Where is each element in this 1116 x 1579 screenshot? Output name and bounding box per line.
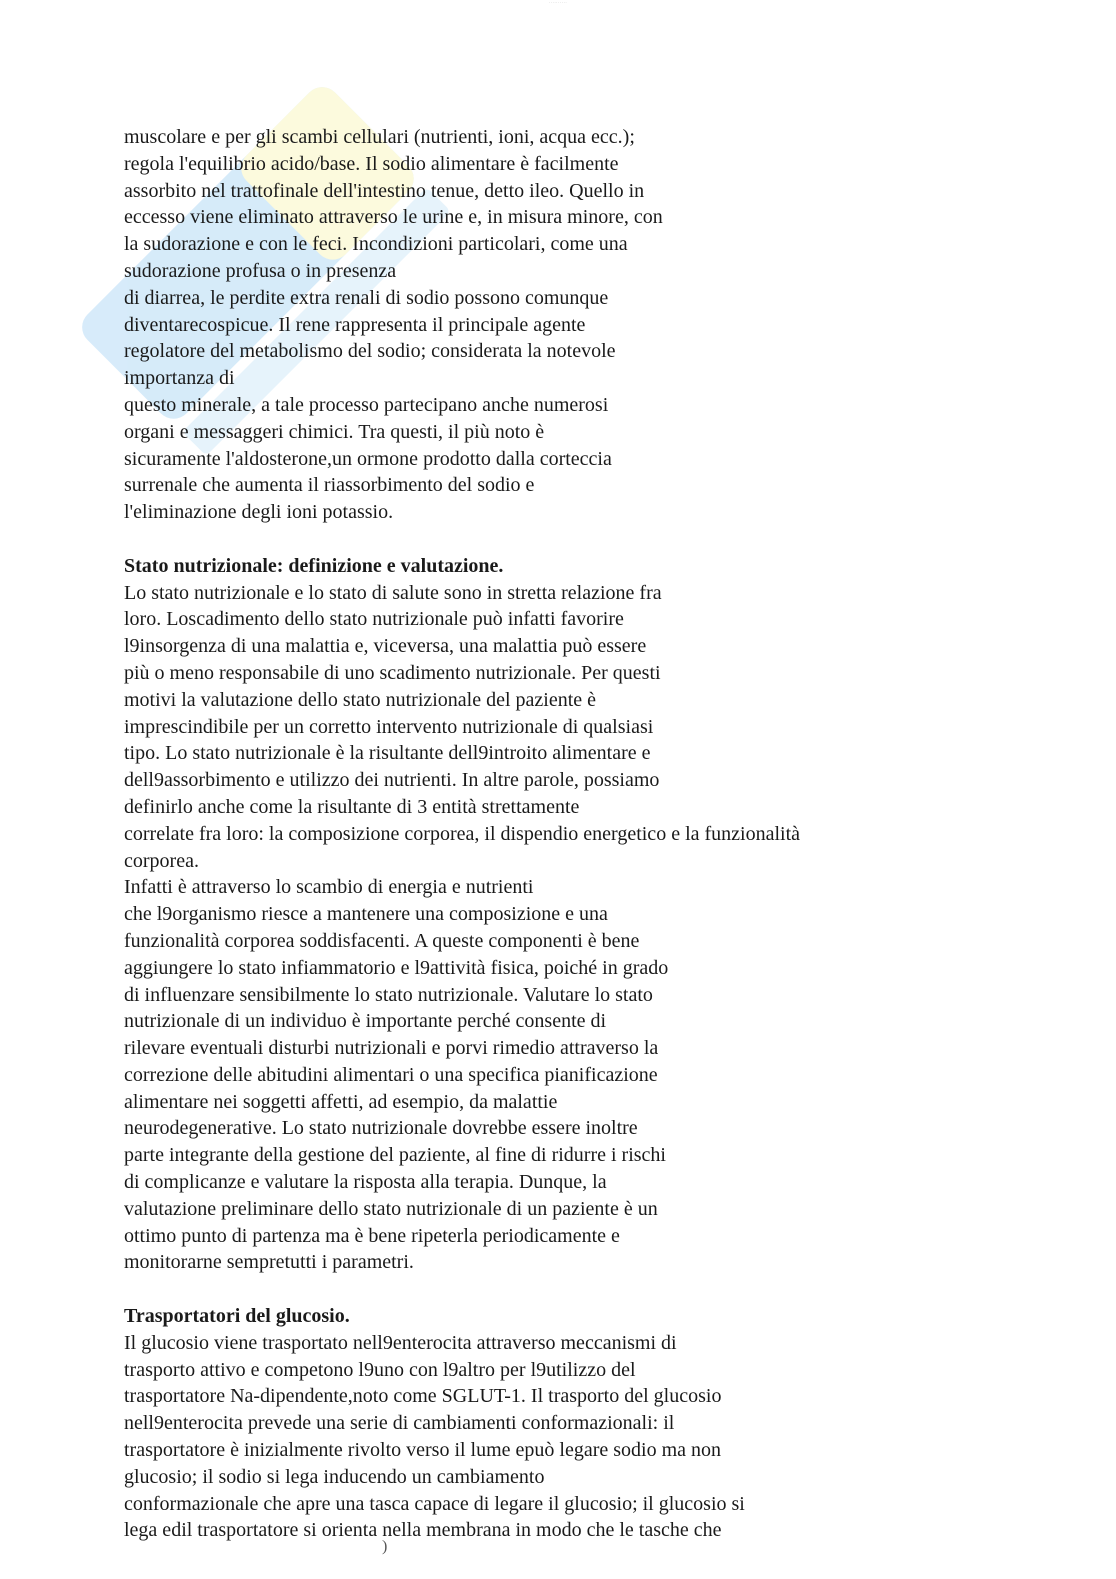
header-mark: ·········· — [548, 0, 568, 5]
text-line: la sudorazione e con le feci. Incondizioni particolari, come una — [124, 233, 628, 256]
footer-mark: ) — [382, 1538, 388, 1555]
text-line: trasporto attivo e competono l9uno con l9altro per l9utilizzo del — [124, 1358, 636, 1381]
text-line: corporea. — [124, 849, 199, 872]
text-line: più o meno responsabile di uno scadimento nutrizionale. Per questi — [124, 661, 661, 684]
text-line: di influenzare sensibilmente lo stato nutrizionale. Valutare lo stato — [124, 983, 653, 1006]
text-line: correlate fra loro: la composizione corporea, il dispendio energetico e la funzionalità — [124, 822, 801, 845]
section-heading: Trasportatori del glucosio. — [124, 1305, 350, 1328]
text-line: diventarecospicue. Il rene rappresenta il principale agente — [124, 313, 586, 336]
text-line: eccesso viene eliminato attraverso le urine e, in misura minore, con — [124, 206, 663, 229]
text-line: trasportatore Na-dipendente,noto come SGLUT-1. Il trasporto del glucosio — [124, 1385, 722, 1408]
text-line: organi e messaggeri chimici. Tra questi, il più noto è — [124, 420, 545, 443]
text-line: definirlo anche come la risultante di 3 entità strettamente — [124, 795, 580, 818]
text-line: Lo stato nutrizionale e lo stato di salute sono in stretta relazione fra — [124, 581, 662, 604]
text-line: loro. Loscadimento dello stato nutrizionale può infatti favorire — [124, 608, 624, 631]
text-line: alimentare nei soggetti affetti, ad esempio, da malattie — [124, 1090, 558, 1113]
text-line: parte integrante della gestione del paziente, al fine di ridurre i rischi — [124, 1144, 666, 1167]
text-line: monitorarne sempretutti i parametri. — [124, 1251, 414, 1274]
text-line: nell9enterocita prevede una serie di cambiamenti conformazionali: il — [124, 1412, 675, 1435]
text-line: funzionalità corporea soddisfacenti. A queste componenti è bene — [124, 929, 640, 952]
text-line: Il glucosio viene trasportato nell9enterocita attraverso meccanismi di — [124, 1331, 677, 1354]
text-line: di diarrea, le perdite extra renali di sodio possono comunque — [124, 286, 609, 309]
text-line: di complicanze e valutare la risposta alla terapia. Dunque, la — [124, 1171, 607, 1194]
text-line: nutrizionale di un individuo è importante perché consente di — [124, 1010, 607, 1033]
text-line: ottimo punto di partenza ma è bene ripeterla periodicamente e — [124, 1224, 620, 1247]
text-line: questo minerale, a tale processo partecipano anche numerosi — [124, 393, 609, 416]
text-line: neurodegenerative. Lo stato nutrizionale dovrebbe essere inoltre — [124, 1117, 638, 1140]
text-line: regola l'equilibrio acido/base. Il sodio alimentare è facilmente — [124, 152, 619, 175]
text-line: glucosio; il sodio si lega inducendo un cambiamento — [124, 1465, 545, 1488]
text-line: rilevare eventuali disturbi nutrizionali e porvi rimedio attraverso la — [124, 1037, 659, 1060]
text-line: l'eliminazione degli ioni potassio. — [124, 501, 394, 524]
text-line: che l9organismo riesce a mantenere una composizione e una — [124, 903, 608, 926]
text-line: l9insorgenza di una malattia e, viceversa, una malattia può essere — [124, 635, 647, 658]
document-page — [124, 124, 984, 1544]
text-line: trasportatore è inizialmente rivolto verso il lume epuò legare sodio ma non — [124, 1439, 722, 1462]
paragraph-gap — [124, 1276, 984, 1303]
text-line: muscolare e per gli scambi cellulari (nutrienti, ioni, acqua ecc.); — [124, 126, 635, 148]
text-line: correzione delle abitudini alimentari o una specifica pianificazione — [124, 1063, 658, 1086]
paragraph-gap — [124, 526, 984, 553]
text-line: lega edil trasportatore si orienta nella membrana in modo che le tasche che — [124, 1519, 722, 1542]
text-line: tipo. Lo stato nutrizionale è la risultante dell9introito alimentare e — [124, 742, 651, 765]
text-line: sicuramente l'aldosterone,un ormone prodotto dalla corteccia — [124, 447, 612, 470]
text-line: Infatti è attraverso lo scambio di energia e nutrienti — [124, 876, 534, 899]
section-heading: Stato nutrizionale: definizione e valutazione. — [124, 554, 504, 577]
text-line: importanza di — [124, 367, 235, 390]
text-line: conformazionale che apre una tasca capace di legare il glucosio; il glucosio si — [124, 1492, 745, 1515]
text-line: regolatore del metabolismo del sodio; considerata la notevole — [124, 340, 616, 363]
text-line: assorbito nel trattofinale dell'intestino tenue, detto ileo. Quello in — [124, 179, 645, 202]
text-line: sudorazione profusa o in presenza — [124, 259, 397, 282]
text-line: dell9assorbimento e utilizzo dei nutrienti. In altre parole, possiamo — [124, 769, 660, 792]
text-line: valutazione preliminare dello stato nutrizionale di un paziente è un — [124, 1197, 658, 1220]
text-line: motivi la valutazione dello stato nutrizionale del paziente è — [124, 688, 597, 711]
text-line: imprescindibile per un corretto intervento nutrizionale di qualsiasi — [124, 715, 654, 738]
text-line: surrenale che aumenta il riassorbimento del sodio e — [124, 474, 535, 497]
text-line: aggiungere lo stato infiammatorio e l9attività fisica, poiché in grado — [124, 956, 669, 979]
